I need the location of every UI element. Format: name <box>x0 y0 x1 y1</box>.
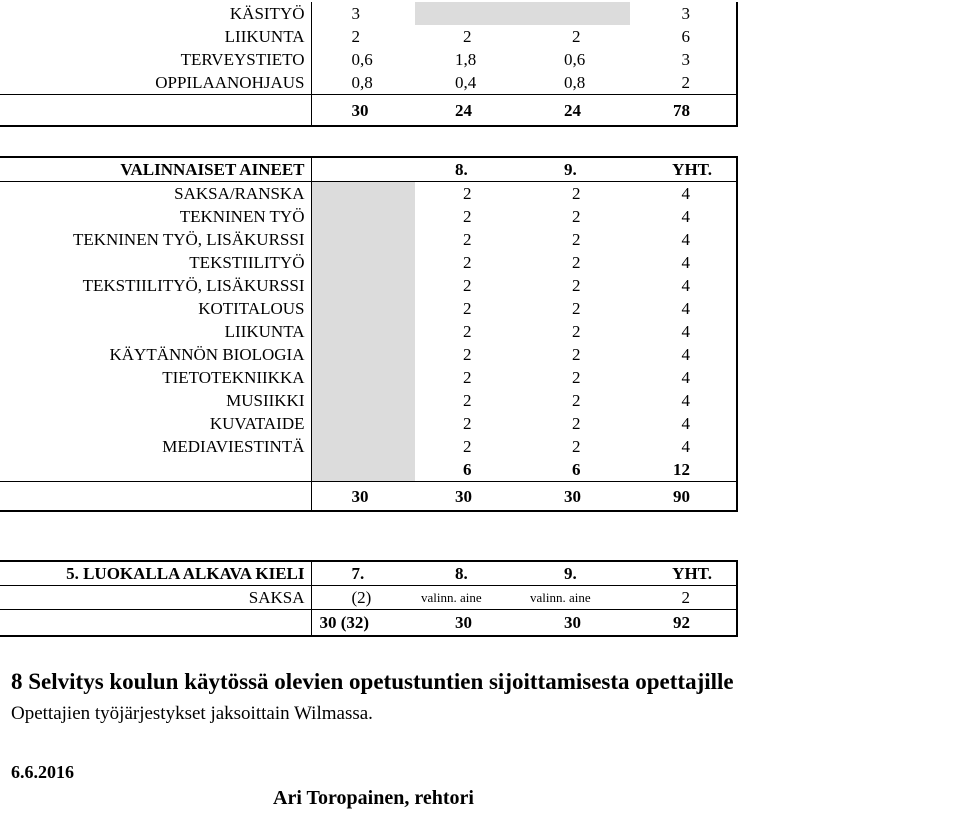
total-value: 4 <box>630 343 737 366</box>
grade8-value: 2 <box>463 414 472 433</box>
table-row <box>0 586 737 610</box>
grade8-value: 2 <box>463 368 472 387</box>
grade9-value: 2 <box>572 391 581 410</box>
section-text: Opettajien työjärjestykset jaksoittain Wilmassa. <box>11 703 373 724</box>
total-value: 4 <box>630 435 737 458</box>
grade8-value: 2 <box>463 345 472 364</box>
total-value: 4 <box>630 366 737 389</box>
table-row <box>0 251 737 274</box>
subject-label: KÄYTÄNNÖN BIOLOGIA <box>0 343 311 366</box>
grade7-shaded-cell <box>311 320 415 343</box>
grade9-value: 2 <box>572 27 581 46</box>
grade9-subtotal: 6 <box>572 460 581 479</box>
grade9-value: 2 <box>572 230 581 249</box>
table-row <box>0 412 737 435</box>
total-value: 2 <box>630 586 737 610</box>
total-value: 4 <box>630 251 737 274</box>
grade8-value: 2 <box>463 207 472 226</box>
grade8-value: 1,8 <box>455 50 477 69</box>
language-table <box>0 560 738 637</box>
table-row <box>0 48 737 71</box>
grade9-value: 2 <box>572 299 581 318</box>
grade8-subtotal: 6 <box>463 460 472 479</box>
grade7-shaded-cell <box>311 435 415 458</box>
subject-label: MUSIIKKI <box>0 389 311 412</box>
grade9-header: 9. <box>524 157 630 182</box>
grade7-shaded-cell <box>311 343 415 366</box>
table-row <box>0 182 737 206</box>
grade9-total: 30 <box>524 610 630 637</box>
grade7-value: 2 <box>351 27 360 46</box>
grade8-value: 2 <box>463 230 472 249</box>
grade7-shaded-cell <box>311 366 415 389</box>
electives-title: VALINNAISET AINEET <box>0 157 311 182</box>
grade9-value: 0,8 <box>524 71 630 95</box>
grade8-header: 8. <box>415 561 524 586</box>
grade7-total: 30 <box>311 95 415 127</box>
total-value: 4 <box>630 228 737 251</box>
table-row <box>0 389 737 412</box>
grade7-value: 0,6 <box>351 50 373 69</box>
grade9-value: 2 <box>572 368 581 387</box>
grade9-total: 24 <box>524 95 630 127</box>
table-row <box>0 71 737 95</box>
total-value: 4 <box>630 389 737 412</box>
language-totals-row <box>0 610 737 637</box>
subject-label: KÄSITYÖ <box>0 2 311 25</box>
total-value: 4 <box>630 274 737 297</box>
total-value: 3 <box>630 48 737 71</box>
grade8-value: 2 <box>463 299 472 318</box>
grade8-value <box>415 2 524 25</box>
subject-label: KOTITALOUS <box>0 297 311 320</box>
subject-label: TEKNINEN TYÖ, LISÄKURSSI <box>0 228 311 251</box>
language-title: 5. LUOKALLA ALKAVA KIELI <box>0 561 311 586</box>
section-heading: 8 Selvitys koulun käytössä olevien opetustuntien sijoittamisesta opettajille <box>11 669 734 694</box>
subject-label: TEKSTIILITYÖ <box>0 251 311 274</box>
table-row <box>0 274 737 297</box>
total-value: 2 <box>630 71 737 95</box>
table-row <box>0 366 737 389</box>
grade8-total: 24 <box>415 95 524 127</box>
electives-header-row <box>0 157 737 182</box>
total-subtotal: 12 <box>630 458 737 482</box>
table-row <box>0 205 737 228</box>
grade9-value: 2 <box>572 253 581 272</box>
grand-total: 92 <box>630 610 737 637</box>
grade8-value: 2 <box>463 253 472 272</box>
grade8-value: 2 <box>463 276 472 295</box>
table-row <box>0 25 737 48</box>
subject-label: TEKSTIILITYÖ, LISÄKURSSI <box>0 274 311 297</box>
signature: Ari Toropainen, rehtori <box>273 787 474 809</box>
grade8-value: 2 <box>463 391 472 410</box>
grade9-header: 9. <box>524 561 630 586</box>
grade7-shaded-cell <box>311 274 415 297</box>
electives-table <box>0 156 738 512</box>
electives-grand-total-row <box>0 482 737 512</box>
subject-label: TIETOTEKNIIKKA <box>0 366 311 389</box>
table-row <box>0 2 737 25</box>
grade9-value: 2 <box>572 322 581 341</box>
grade7-shaded-cell <box>311 251 415 274</box>
table-row <box>0 297 737 320</box>
total-value: 4 <box>630 297 737 320</box>
grade9-value: valinn. aine <box>530 590 591 605</box>
grade8-value: 2 <box>463 322 472 341</box>
grade8-header: 8. <box>415 157 524 182</box>
grade7-value: 3 <box>351 4 360 23</box>
grade7-shaded-cell <box>311 228 415 251</box>
grade9-value <box>524 2 630 25</box>
total-value: 4 <box>630 412 737 435</box>
grand-total: 90 <box>630 482 737 512</box>
total-header: YHT. <box>630 561 737 586</box>
table-row <box>0 228 737 251</box>
grade8-grand-total: 30 <box>415 482 524 512</box>
grade9-value: 0,6 <box>564 50 586 69</box>
grade9-value: 2 <box>572 276 581 295</box>
grade8-value: 2 <box>463 184 472 203</box>
total-value: 3 <box>630 2 737 25</box>
grade8-value: 2 <box>463 437 472 456</box>
grade9-value: 2 <box>572 345 581 364</box>
subject-label: OPPILAANOHJAUS <box>0 71 311 95</box>
language-header-row <box>0 561 737 586</box>
grade9-value: 2 <box>572 437 581 456</box>
language-label: SAKSA <box>0 586 311 610</box>
table-row <box>0 320 737 343</box>
grade7-shaded-cell <box>311 297 415 320</box>
grade8-total: 30 <box>415 610 524 637</box>
document-date: 6.6.2016 <box>11 762 74 782</box>
total-value: 4 <box>630 205 737 228</box>
electives-subtotal-row <box>0 458 737 482</box>
grade7-shaded-cell <box>311 412 415 435</box>
subject-label: MEDIAVIESTINTÄ <box>0 435 311 458</box>
grade7-shaded-cell <box>311 389 415 412</box>
grand-total: 78 <box>630 95 737 127</box>
subject-label: TERVEYSTIETO <box>0 48 311 71</box>
subject-label: LIIKUNTA <box>0 320 311 343</box>
total-value: 6 <box>630 25 737 48</box>
grade9-grand-total: 30 <box>524 482 630 512</box>
grade9-value: 2 <box>572 184 581 203</box>
subject-label: TEKNINEN TYÖ <box>0 205 311 228</box>
grade8-value: 0,4 <box>415 71 524 95</box>
table-row <box>0 435 737 458</box>
total-value: 4 <box>630 320 737 343</box>
grade7-grand-total: 30 <box>311 482 415 512</box>
subject-label: KUVATAIDE <box>0 412 311 435</box>
grade7-shaded-cell <box>311 205 415 228</box>
grade9-value: 2 <box>572 414 581 433</box>
grade7-total: 30 (32) <box>311 610 415 637</box>
grade7-value: 0,8 <box>311 71 415 95</box>
totals-row <box>0 95 737 127</box>
subject-label: SAKSA/RANSKA <box>0 182 311 206</box>
grade8-value: valinn. aine <box>421 590 482 605</box>
total-value: 4 <box>630 182 737 206</box>
grade9-value: 2 <box>572 207 581 226</box>
grade7-value: (2) <box>351 588 372 607</box>
table-row <box>0 343 737 366</box>
subject-label: LIIKUNTA <box>0 25 311 48</box>
core-subjects-table <box>0 2 738 127</box>
total-header: YHT. <box>630 157 737 182</box>
grade8-value: 2 <box>463 27 472 46</box>
grade7-shaded-cell <box>311 182 415 206</box>
grade7-header: 7. <box>311 561 415 586</box>
